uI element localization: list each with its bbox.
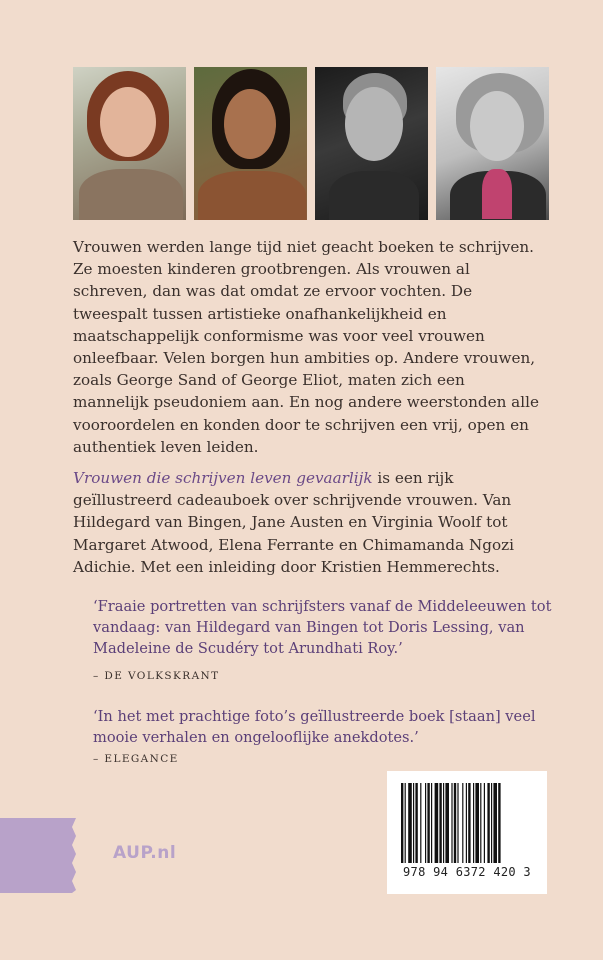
- publisher-tab: [0, 818, 72, 893]
- barcode-bar: [427, 783, 429, 863]
- review-quote-2: ‘In het met prachtige foto’s geïllustreerde boek [staan] veel mooie verhalen en ongelooflijke anekdotes.’: [93, 708, 536, 746]
- barcode-bar: [462, 783, 463, 863]
- blurb: [73, 236, 543, 587]
- isbn-number: 978 94 6372 420 3: [403, 865, 531, 879]
- barcode-bar: [466, 783, 467, 863]
- barcode-bar: [498, 783, 500, 863]
- barcode-bar: [401, 783, 403, 863]
- book-title: Vrouwen die schrijven leven gevaarlijk: [73, 469, 373, 488]
- author-photo-1: [73, 67, 186, 220]
- barcode-bars: [401, 783, 533, 863]
- barcode-bar: [405, 783, 406, 863]
- blurb-paragraph-2: [73, 467, 543, 578]
- author-photo-4: [436, 67, 549, 220]
- barcode-bar: [484, 783, 485, 863]
- barcode: [387, 771, 547, 894]
- barcode-bar: [443, 783, 444, 863]
- review-quote-1: ‘Fraaie portretten van schrijfsters vanaf de Middeleeuwen tot vandaag: van Hildegard van Bingen tot Doris Lessing, van Madeleine de Scudéry tot Arundhati Roy.’: [93, 598, 552, 657]
- barcode-bar: [457, 783, 458, 863]
- barcode-bar: [454, 783, 456, 863]
- blurb-paragraph-1: Vrouwen werden lange tijd niet geacht boeken te schrijven. Ze moesten kinderen grootbrengen. Als vrouwen al schreven, dan was dat omdat ze ervoor vochten. De tweespalt tussen artistieke onafhankelijkheid en maatschappelijk conformisme was voor veel vrouwen onleefbaar. Velen borgen hun ambities op. Andere vrouwen, zoals George Sand of George Eliot, maten zich een mannelijk pseudoniem aan. En nog andere weerstonden alle vooroordelen en konden door te schrijven een vrij, open en authentiek leven leiden.: [73, 238, 539, 456]
- barcode-bar: [439, 783, 441, 863]
- zigzag-edge: [70, 818, 78, 893]
- barcode-bar: [487, 783, 489, 863]
- barcode-bar: [493, 783, 497, 863]
- author-photos: [73, 67, 549, 220]
- review-source-1: – DE VOLKSKRANT: [93, 670, 220, 682]
- barcode-bar: [420, 783, 421, 863]
- barcode-bar: [480, 783, 481, 863]
- barcode-bar: [435, 783, 439, 863]
- barcode-bar: [445, 783, 449, 863]
- barcode-bar: [451, 783, 452, 863]
- blurb-paragraph-2-text: is een rijk geïllustreerd cadeauboek over schrijvende vrouwen. Van Hildegard van Bingen, Jane Austen en Virginia Woolf tot Margaret Atwood, Elena Ferrante en Chimamanda Ngozi Adichie. Met een inleiding door Kristien Hemmerechts.: [73, 469, 515, 576]
- barcode-bar: [431, 783, 432, 863]
- barcode-bar: [491, 783, 492, 863]
- barcode-bar: [468, 783, 470, 863]
- barcode-bar: [473, 783, 474, 863]
- author-photo-2: [194, 67, 307, 220]
- barcode-bar: [408, 783, 412, 863]
- barcode-bar: [415, 783, 417, 863]
- barcode-bar: [475, 783, 479, 863]
- barcode-bar: [425, 783, 426, 863]
- author-photo-3: [315, 67, 428, 220]
- review-source-2: – ELEGANCE: [93, 753, 179, 765]
- publisher-website[interactable]: AUP.nl: [113, 843, 177, 863]
- barcode-bar: [413, 783, 414, 863]
